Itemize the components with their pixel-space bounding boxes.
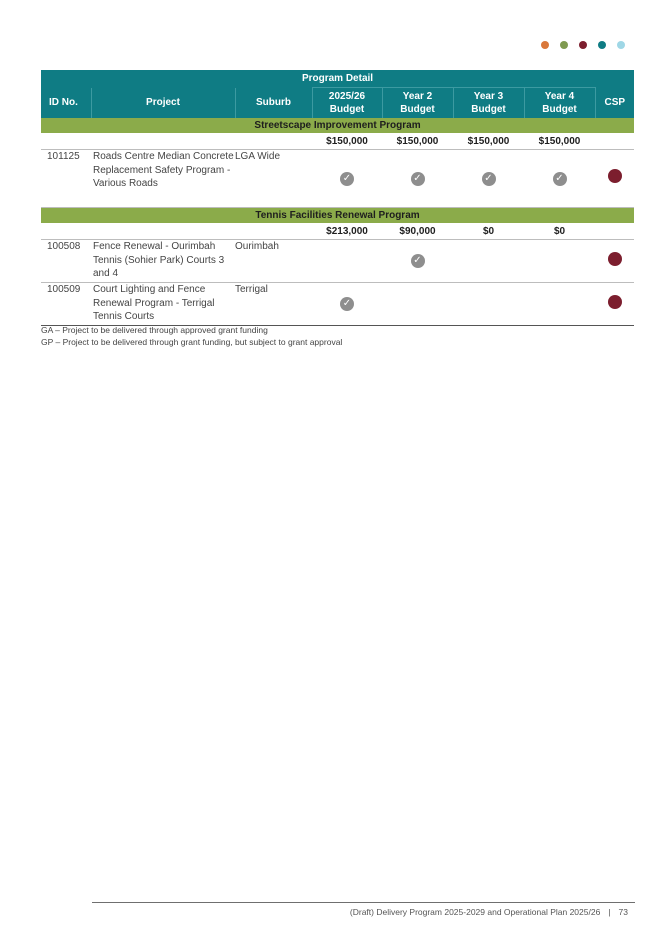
col-year3-line1: Year 3 — [473, 91, 504, 102]
csp-dot-icon — [608, 169, 622, 183]
page-footer — [350, 907, 628, 917]
total-year4: $150,000 — [524, 133, 595, 150]
check-icon: ✓ — [411, 254, 425, 268]
group-header: Program Detail — [41, 70, 634, 88]
col-suburb: Suburb — [235, 88, 312, 119]
teal-dot — [598, 41, 606, 49]
col-year2-line1: Year 2 — [402, 91, 433, 102]
note-gp: GP – Project to be delivered through grant funding, but subject to grant approval — [41, 336, 343, 347]
total-year4: $0 — [524, 223, 595, 240]
table-row — [41, 150, 634, 208]
total-year3: $0 — [453, 223, 524, 240]
col-year3-line2: Budget — [471, 104, 506, 115]
section-title: Tennis Facilities Renewal Program — [41, 208, 634, 224]
col-year4-line2: Budget — [542, 104, 577, 115]
row-suburb: Terrigal — [235, 283, 312, 326]
lightblue-dot — [617, 41, 625, 49]
section-totals-row — [41, 223, 634, 240]
footer-separator: | — [608, 907, 611, 917]
program-detail-table — [41, 70, 634, 326]
row-project: Court Lighting and Fence Renewal Program - Terrigal Tennis Courts — [91, 283, 235, 326]
check-icon: ✓ — [553, 172, 567, 186]
check-icon: ✓ — [340, 297, 354, 311]
green-dot — [560, 41, 568, 49]
row-project: Fence Renewal - Ourimbah Tennis (Sohier Park) Courts 3 and 4 — [91, 240, 235, 283]
total-year3: $150,000 — [453, 133, 524, 150]
footer-title: (Draft) Delivery Program 2025-2029 and Operational Plan 2025/26 — [349, 907, 601, 917]
table-row — [41, 240, 634, 283]
maroon-dot — [579, 41, 587, 49]
col-id: ID No. — [41, 88, 91, 119]
section-title: Streetscape Improvement Program — [41, 118, 634, 133]
col-year1-line1: 2025/26 — [328, 91, 366, 102]
check-icon: ✓ — [482, 172, 496, 186]
col-csp: CSP — [595, 88, 634, 119]
row-suburb: LGA Wide — [235, 150, 312, 208]
row-id: 101125 — [41, 150, 91, 208]
col-year1 — [312, 88, 382, 119]
csp-dot-icon — [608, 252, 622, 266]
row-id: 100509 — [41, 283, 91, 326]
page-number: 73 — [618, 907, 628, 917]
footer-divider — [92, 902, 635, 903]
decorative-dots — [541, 41, 625, 49]
orange-dot — [541, 41, 549, 49]
total-year1: $213,000 — [312, 223, 382, 240]
col-year2-line2: Budget — [400, 104, 435, 115]
col-year4-line1: Year 4 — [544, 91, 575, 102]
check-icon: ✓ — [411, 172, 425, 186]
total-year2: $90,000 — [382, 223, 453, 240]
check-icon: ✓ — [340, 172, 354, 186]
row-project: Roads Centre Median Concrete Replacement Safety Program - Various Roads — [91, 150, 235, 208]
section-totals-row — [41, 133, 634, 150]
col-year1-line2: Budget — [329, 104, 365, 115]
col-year4 — [524, 88, 595, 119]
col-year3 — [453, 88, 524, 119]
funding-notes — [41, 325, 342, 348]
total-year2: $150,000 — [382, 133, 453, 150]
note-ga: GA – Project to be delivered through approved grant funding — [41, 325, 268, 335]
total-year1: $150,000 — [312, 133, 382, 150]
table-row — [41, 283, 634, 326]
col-project: Project — [91, 88, 235, 119]
col-year2 — [382, 88, 453, 119]
csp-dot-icon — [608, 295, 622, 309]
row-id: 100508 — [41, 240, 91, 283]
row-suburb: Ourimbah — [235, 240, 312, 283]
